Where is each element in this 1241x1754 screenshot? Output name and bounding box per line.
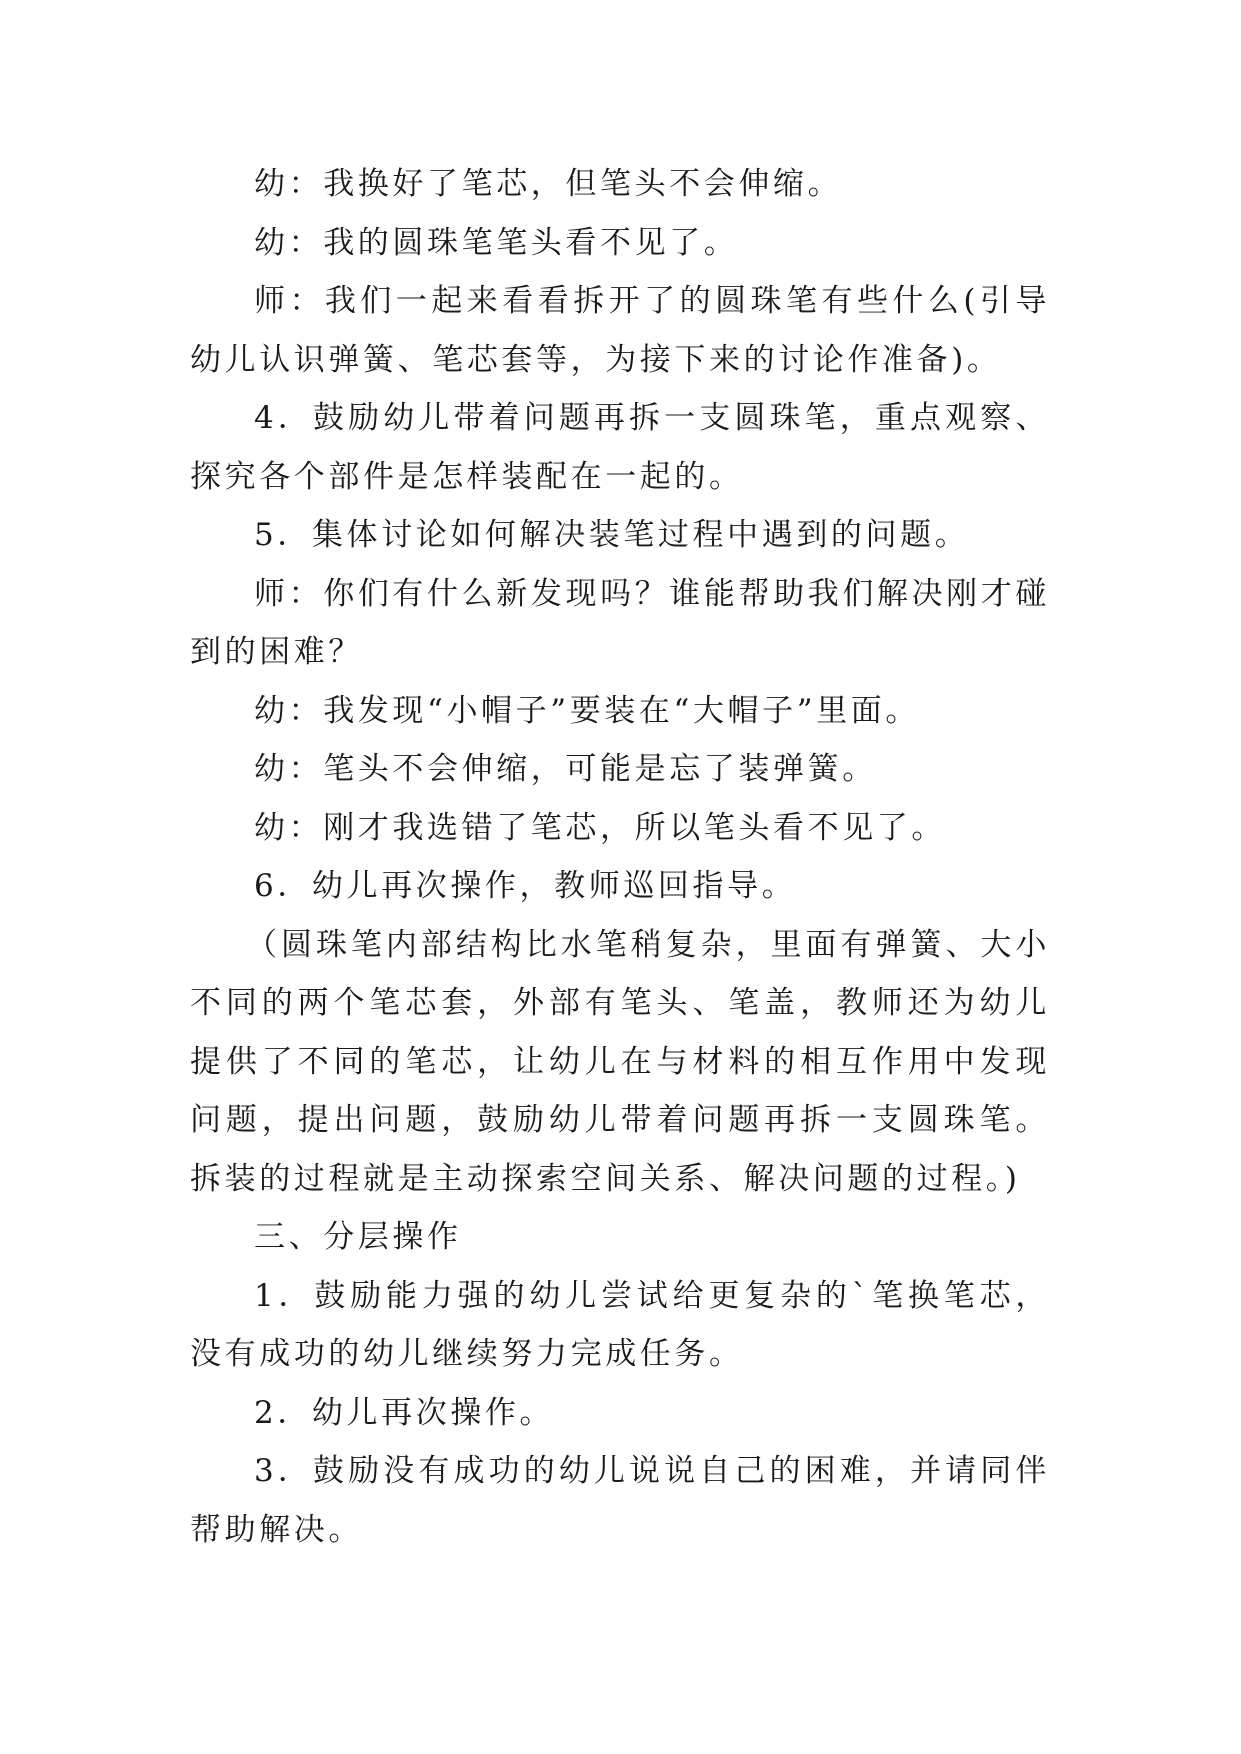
paragraph-layer-step-1: 1．鼓励能力强的幼儿尝试给更复杂的`笔换笔芯，没有成功的幼儿继续努力完成任务。 [190,1277,1050,1372]
paragraph-layer-step-2: 2．幼儿再次操作。 [254,1394,555,1431]
paragraph-step-4: 4．鼓励幼儿带着问题再拆一支圆珠笔，重点观察、探究各个部件是怎样装配在一起的。 [190,400,1050,495]
paragraph-step-6: 6．幼儿再次操作，教师巡回指导。 [254,868,797,904]
paragraph-child-pen-tip: 幼：我换好了笔芯，但笔头不会伸缩。 [254,166,843,202]
paragraph-teacher-look: 师：我们一起来看看拆开了的圆珠笔有些什么(引导幼儿认识弹簧、笔芯套等，为接下来的讨论作准备)。 [190,283,1050,378]
paragraph-child-small-cap: 幼：我发现“小帽子”要装在“大帽子”里面。 [254,692,920,729]
paragraph-layer-step-3: 3．鼓励没有成功的幼儿说说自己的困难，并请同伴帮助解决。 [190,1453,1050,1548]
paragraph-teacher-question: 师：你们有什么新发现吗？谁能帮助我们解决刚才碰到的困难？ [190,575,1050,670]
paragraph-child-wrong-refill: 幼：刚才我选错了笔芯，所以笔头看不见了。 [254,809,946,846]
paragraph-step-5: 5．集体讨论如何解决装笔过程中遇到的问题。 [254,517,970,553]
section-heading-layered-operation: 三、分层操作 [254,1219,462,1255]
paragraph-child-invisible-tip: 幼：我的圆珠笔笔头看不见了。 [254,224,739,261]
document-body [190,155,1050,1559]
paragraph-child-spring: 幼：笔头不会伸缩，可能是忘了装弹簧。 [254,751,877,787]
paragraph-note: （圆珠笔内部结构比水笔稍复杂，里面有弹簧、大小不同的两个笔芯套，外部有笔头、笔盖，教师还为幼儿提供了不同的笔芯，让幼儿在与材料的相互作用中发现问题，提出问题，鼓励幼儿带着问题再拆一支圆珠笔。拆装的过程就是主动探索空间关系、解决问题的过程。) [190,926,1050,1197]
